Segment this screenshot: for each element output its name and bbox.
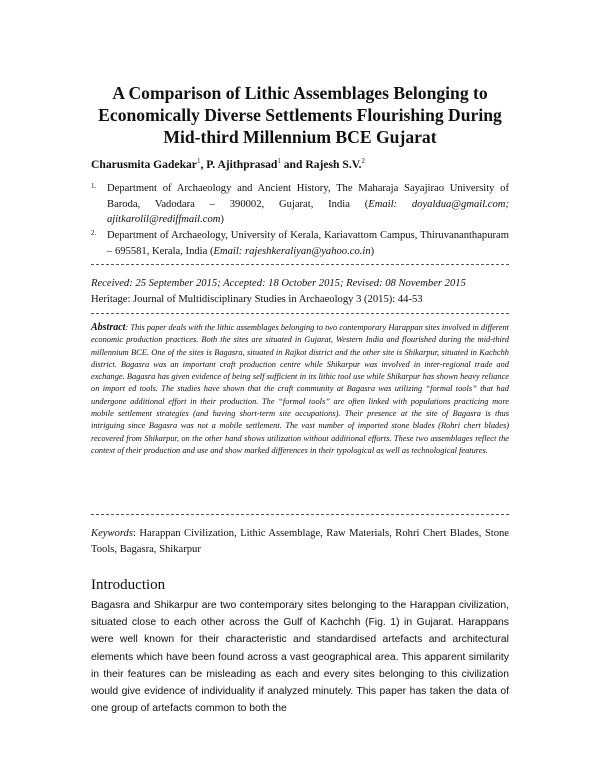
introduction-text: Bagasra and Shikarpur are two contemporary sites belonging to the Harappan civilization, situated close to each other across the Gulf of Kachchh (Fig. 1) in Gujarat. Harappans were well known for their characteristic and standardised artefacts and architectural elements which have been found across a vast geographical area. This apparent similarity in their features can be misleading as each and every sites belonging to this civilization would give evidence of individuality if analyzed minutely. This paper has taken the data of one group of artefacts common to both the [91,600,509,715]
affiliation-number: 1. [91,182,97,190]
affiliation-marker: 2 [361,157,366,165]
divider [91,313,509,314]
keywords-label: Keywords [91,528,133,539]
keywords [91,526,509,558]
author-name: P. Ajithprasad [206,157,278,171]
section-heading-introduction: Introduction [91,577,166,593]
affiliation-text [107,181,509,228]
journal-citation: Heritage: Journal of Multidisciplinary Studies in Archaeology 3 (2015): 44-53 [91,294,423,305]
author-separator: and [280,157,306,171]
abstract [91,322,509,457]
affiliation-close: ) [370,245,375,257]
affiliation-email[interactable]: Email: rajeshkeraliyan@yahoo.co.in [213,245,371,257]
affiliation-close: ) [220,214,224,226]
divider [91,264,509,265]
divider [91,514,509,515]
dates-text: Received: 25 September 2015; Accepted: 18 October 2015; Revised: 08 November 2015 [91,278,466,289]
affiliation-text [107,228,509,259]
affiliation-marker: 1 [196,157,201,165]
paper-title: A Comparison of Lithic Assemblages Belonging to Economically Diverse Settlements Flourishing During Mid-third Millennium BCE Gujarat [98,83,502,147]
affiliation-2 [91,228,509,259]
affiliation-marker: 1 [277,157,281,165]
keywords-text: : Harappan Civilization, Lithic Assemblage, Raw Materials, Rohri Chert Blades, Stone Tools, Bagasra, Shikarpur [91,528,509,555]
affiliation-address: Department of Archaeology and Ancient History, The Maharaja Sayajirao University of Baroda, Vadodara – 390002, Gujarat, India ( [107,183,509,210]
abstract-text: : This paper deals with the lithic assemblages belonging to two contemporary Harappan sites involved in different economic production practices. Both the sites are situated in Gujarat, Western India and flourished during the mid-third millennium BCE. One of the sites is Bagasra, situated in Rajkot district and the other site is Shikarpur, situated in Kachchh district. Bagasra was an important craft production centre while Shikarpur was involved in inter-regional trade and exchange. Bagasra has given evidence of being self sufficient in its lithic tool use while Shikarpur has shown heavy reliance on import ed tools. The studies have shown that the craft community at Bagasra was utilizing “formal tools” that had undergone additional effort in their production. The “formal tools” are often linked with populations practicing more mobile settlement strategies (and having short-term site occupations). Their presence at the site of Bagasra is thus intriguing since Bagasra was not a mobile settlement. The vast number of imported stone blades (Rohri chert blades) recovered from Shikarpur, on the other hand shows utilization without additional efforts. These two assemblages reflect the context of their production and use and show marked differences in their typological as well as technological features. [91,323,509,455]
author-name: Rajesh S.V. [305,157,362,171]
submission-dates [91,276,509,292]
affiliation-1 [91,181,509,228]
affiliation-address: Department of Archaeology, University of Kerala, Kariavattom Campus, Thiruvananthapuram – 695581, Kerala, India ( [107,230,509,257]
affiliation-number: 2. [91,229,97,237]
author-separator: , [200,157,207,171]
affiliation-email[interactable]: Email: doyaldua@gmail.com; ajitkarolil@rediffmail.com [107,198,509,226]
author-list [91,157,365,171]
author-name: Charusmita Gadekar [91,157,197,171]
abstract-label: Abstract [91,322,126,333]
